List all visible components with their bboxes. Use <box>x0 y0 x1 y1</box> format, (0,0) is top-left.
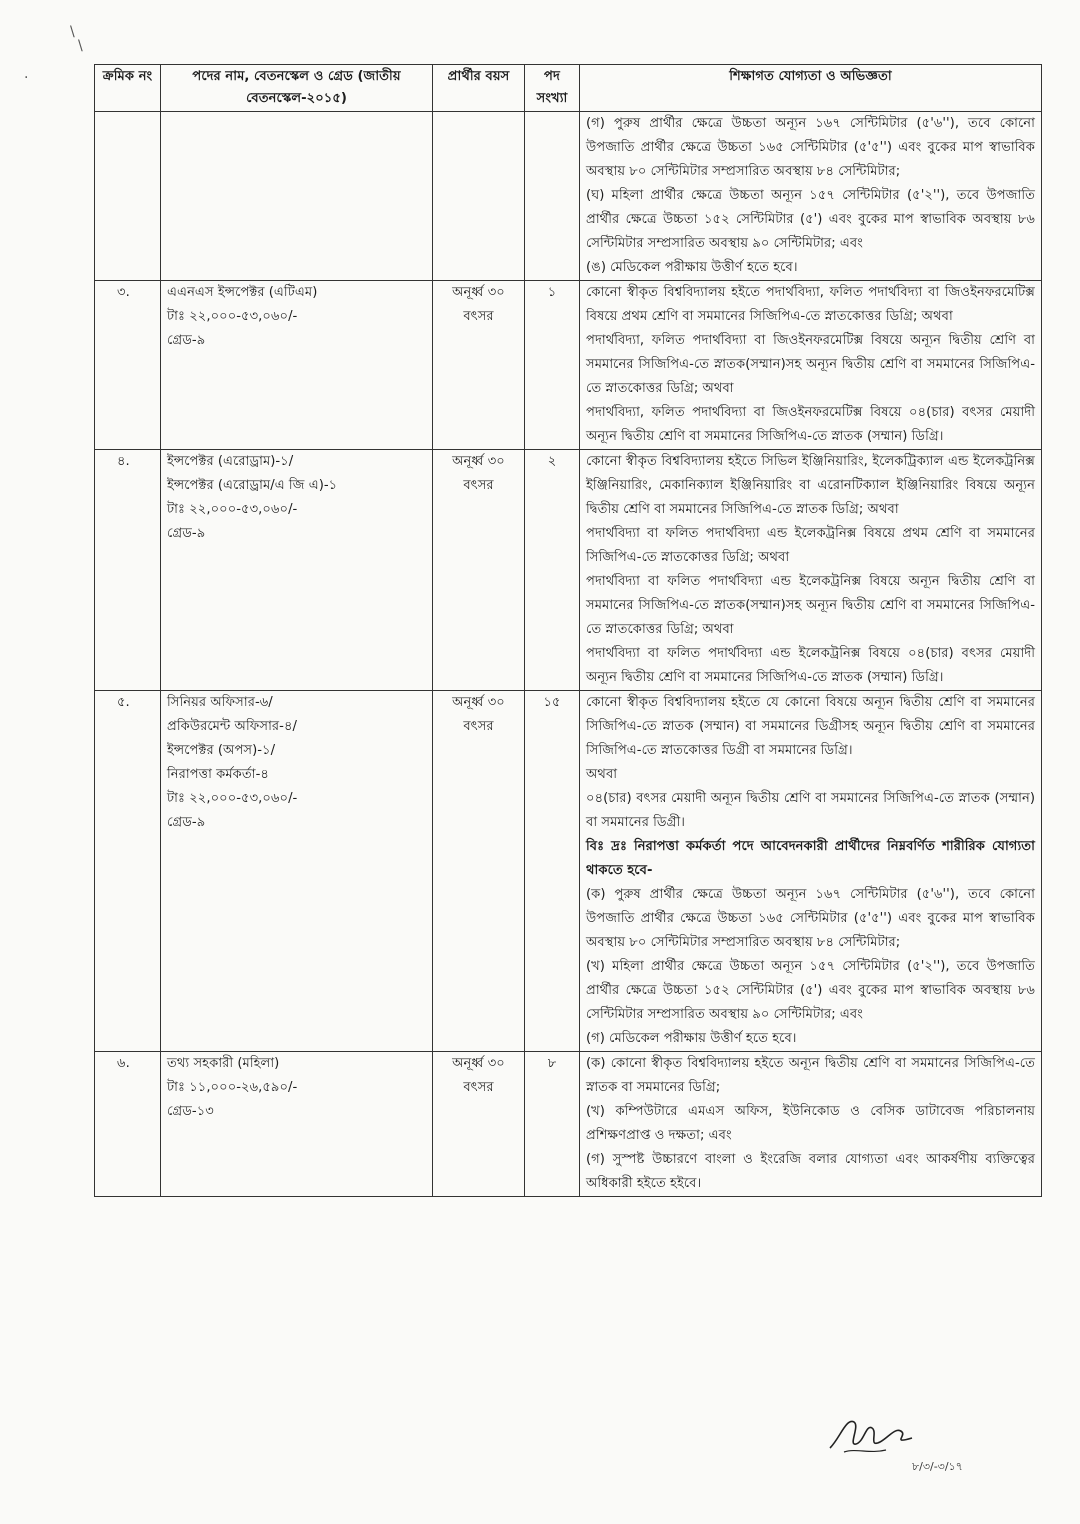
qualification-paragraph: পদার্থবিদ্যা, ফলিত পদার্থবিদ্যা বা জিওইনফরমেটিক্স বিষয়ে অন্যূন দ্বিতীয় শ্রেণি বা সমমানের সিজিপিএ-তে স্নাতক(সম্মান)সহ অন্যূন দ্বিতীয় শ্রেণি বা সমমানের সিজিপিএ-তে স্নাতকোত্তর ডিগ্রি; অথবা <box>586 333 1035 396</box>
post-line: টাঃ ২২,০০০-৫৩,০৬০/- <box>167 791 298 806</box>
post-line: টাঃ ২২,০০০-৫৩,০৬০/- <box>167 309 298 324</box>
note-paragraph: বিঃ দ্রঃ নিরাপত্তা কর্মকর্তা পদে আবেদনকারী প্রার্থীদের নিম্নবর্ণিত শারীরিক যোগ্যতা থাকতে হবে- <box>586 839 1035 878</box>
qualification-paragraph: অথবা <box>586 767 618 782</box>
qualification-cell <box>580 691 1042 1052</box>
qualification-paragraph: পদার্থবিদ্যা বা ফলিত পদার্থবিদ্যা এন্ড ইলেকট্রনিক্স বিষয়ে প্রথম শ্রেণি বা সমমানের সিজিপিএ-তে স্নাতকোত্তর ডিগ্রি; অথবা <box>586 526 1035 565</box>
post-line: এএনএস ইন্সপেক্টর (এটিএম) <box>167 285 318 300</box>
post-cell <box>161 450 433 691</box>
qualification-paragraph: পদার্থবিদ্যা বা ফলিত পদার্থবিদ্যা এন্ড ইলেকট্রনিক্স বিষয়ে ০৪(চার) বৎসর মেয়াদী অন্যূন দ্বিতীয় শ্রেণি বা সমমানের সিজিপিএ-তে স্নাতক (সম্মান) ডিগ্রি। <box>586 646 1035 685</box>
qualification-cell <box>580 1052 1042 1197</box>
header-count: পদ সংখ্যা <box>525 65 580 112</box>
continuation-qualification <box>580 112 1042 281</box>
serial-cell: ৬. <box>95 1052 161 1197</box>
serial-cell: ৪. <box>95 450 161 691</box>
age-cell: অনূর্ধ্ব ৩০ বৎসর <box>433 1052 525 1197</box>
memo-number: ৮/৩/-৩/১৭ <box>912 1460 963 1473</box>
scan-speck: \ <box>78 38 83 54</box>
post-line: সিনিয়র অফিসার-৬/ <box>167 695 273 710</box>
table-header-row <box>95 65 1042 112</box>
qualification-paragraph: (গ) সুস্পষ্ট উচ্চারণে বাংলা ও ইংরেজি বলার যোগ্যতা এবং আকর্ষণীয় ব্যক্তিত্বের অধিকারী হইতে হইবে। <box>586 1152 1035 1191</box>
post-line: গ্রেড-৯ <box>167 333 206 348</box>
post-cell <box>161 1052 433 1197</box>
qualification-paragraph: (খ) মহিলা প্রার্থীর ক্ষেত্রে উচ্চতা অন্যূন ১৫৭ সেন্টিমিটার (৫'২''), তবে উপজাতি প্রার্থীর ক্ষেত্রে উচ্চতা ১৫২ সেন্টিমিটার (৫') এবং বুকের মাপ স্বাভাবিক অবস্থায় ৮৬ সেন্টিমিটার সম্প্রসারিত অবস্থায় ৯০ সেন্টিমিটার; এবং <box>586 959 1035 1022</box>
age-cell: অনূর্ধ্ব ৩০ বৎসর <box>433 691 525 1052</box>
table-row <box>95 281 1042 450</box>
serial-cell: ৫. <box>95 691 161 1052</box>
qualification-paragraph: পদার্থবিদ্যা বা ফলিত পদার্থবিদ্যা এন্ড ইলেকট্রনিক্স বিষয়ে অন্যূন দ্বিতীয় শ্রেণি বা সমমানের সিজিপিএ-তে স্নাতক(সম্মান)সহ অন্যূন দ্বিতীয় শ্রেণি বা সমমানের সিজিপিএ-তে স্নাতকোত্তর ডিগ্রি; অথবা <box>586 574 1035 637</box>
post-line: তথ্য সহকারী (মহিলা) <box>167 1056 280 1071</box>
qualification-paragraph: (খ) কম্পিউটারে এমএস অফিস, ইউনিকোড ও বেসিক ডাটাবেজ পরিচালনায় প্রশিক্ষণপ্রাপ্ত ও দক্ষতা; এবং <box>586 1104 1035 1143</box>
post-line: ইন্সপেক্টর (এরোড্রাম/এ জি এ)-১ <box>167 478 338 493</box>
qualification-paragraph: ০৪(চার) বৎসর মেয়াদী অন্যূন দ্বিতীয় শ্রেণি বা সমমানের সিজিপিএ-তে স্নাতক (সম্মান) বা সমমানের ডিগ্রী। <box>586 791 1035 830</box>
header-age: প্রার্থীর বয়স <box>433 65 525 112</box>
table-row <box>95 1052 1042 1197</box>
count-cell: ১৫ <box>525 691 580 1052</box>
recruitment-table <box>94 64 1042 1197</box>
qualification-paragraph: (ঘ) মহিলা প্রার্থীর ক্ষেত্রে উচ্চতা অন্যূন ১৫৭ সেন্টিমিটার (৫'২''), তবে উপজাতি প্রার্থীর ক্ষেত্রে উচ্চতা ১৫২ সেন্টিমিটার (৫') এবং বুকের মাপ স্বাভাবিক অবস্থায় ৮৬ সেন্টিমিটার সম্প্রসারিত অবস্থায় ৯০ সেন্টিমিটার; এবং <box>586 188 1035 251</box>
count-cell: ৮ <box>525 1052 580 1197</box>
post-line: টাঃ ২২,০০০-৫৩,০৬০/- <box>167 502 298 517</box>
continuation-row <box>95 112 1042 281</box>
qualification-paragraph: কোনো স্বীকৃত বিশ্ববিদ্যালয় হইতে সিভিল ইঞ্জিনিয়ারিং, ইলেকট্রিক্যাল এন্ড ইলেকট্রনিক্স ইঞ্জিনিয়ারিং, মেকানিক্যাল ইঞ্জিনিয়ারিং বা এরোনটিক্যাল ইঞ্জিনিয়ারিং বিষয়ে অন্যূন দ্বিতীয় শ্রেণি বা সমমানের সিজিপিএ-তে স্নাতক ডিগ্রি; অথবা <box>586 454 1035 517</box>
count-cell: ১ <box>525 281 580 450</box>
qualification-paragraph: (ক) কোনো স্বীকৃত বিশ্ববিদ্যালয় হইতে অন্যূন দ্বিতীয় শ্রেণি বা সমমানের সিজিপিএ-তে স্নাতক বা সমমানের ডিগ্রি; <box>586 1056 1035 1095</box>
post-cell <box>161 691 433 1052</box>
post-line: ইন্সপেক্টর (অপস)-১/ <box>167 743 276 758</box>
qualification-paragraph: (ক) পুরুষ প্রার্থীর ক্ষেত্রে উচ্চতা অন্যূন ১৬৭ সেন্টিমিটার (৫'৬''), তবে কোনো উপজাতি প্রার্থীর ক্ষেত্রে উচ্চতা ১৬৫ সেন্টিমিটার (৫'৫'') এবং বুকের মাপ স্বাভাবিক অবস্থায় ৮০ সেন্টিমিটার সম্প্রসারিত অবস্থায় ৮৪ সেন্টিমিটার; <box>586 887 1035 950</box>
header-serial: ক্রমিক নং <box>95 65 161 112</box>
table-row <box>95 691 1042 1052</box>
post-line: নিরাপত্তা কর্মকর্তা-৪ <box>167 767 269 782</box>
serial-cell: ৩. <box>95 281 161 450</box>
post-line: ইন্সপেক্টর (এরোড্রাম)-১/ <box>167 454 294 469</box>
qualification-cell <box>580 281 1042 450</box>
qualification-paragraph: কোনো স্বীকৃত বিশ্ববিদ্যালয় হইতে পদার্থবিদ্যা, ফলিত পদার্থবিদ্যা বা জিওইনফরমেটিক্স বিষয়ে প্রথম শ্রেণি বা সমমানের সিজিপিএ-তে স্নাতকোত্তর ডিগ্রি; অথবা <box>586 285 1035 324</box>
post-line: প্রকিউরমেন্ট অফিসার-৪/ <box>167 719 297 734</box>
post-line: গ্রেড-৯ <box>167 815 206 830</box>
signature-icon <box>826 1408 916 1462</box>
table-row <box>95 450 1042 691</box>
age-cell: অনূর্ধ্ব ৩০ বৎসর <box>433 450 525 691</box>
age-cell: অনূর্ধ্ব ৩০ বৎসর <box>433 281 525 450</box>
qualification-paragraph: (ঙ) মেডিকেল পরীক্ষায় উত্তীর্ণ হতে হবে। <box>586 260 798 275</box>
count-cell: ২ <box>525 450 580 691</box>
scan-speck: \ <box>70 24 75 40</box>
post-line: গ্রেড-১৩ <box>167 1104 214 1119</box>
qualification-paragraph: (গ) মেডিকেল পরীক্ষায় উত্তীর্ণ হতে হবে। <box>586 1031 797 1046</box>
header-post: পদের নাম, বেতনস্কেল ও গ্রেড (জাতীয় বেতনস্কেল-২০১৫) <box>161 65 433 112</box>
qualification-paragraph: (গ) পুরুষ প্রার্থীর ক্ষেত্রে উচ্চতা অন্যূন ১৬৭ সেন্টিমিটার (৫'৬''), তবে কোনো উপজাতি প্রার্থীর ক্ষেত্রে উচ্চতা ১৬৫ সেন্টিমিটার (৫'৫'') এবং বুকের মাপ স্বাভাবিক অবস্থায় ৮০ সেন্টিমিটার সম্প্রসারিত অবস্থায় ৮৪ সেন্টিমিটার; <box>586 116 1035 179</box>
qualification-cell <box>580 450 1042 691</box>
header-qualification: শিক্ষাগত যোগ্যতা ও অভিজ্ঞতা <box>580 65 1042 112</box>
post-cell <box>161 281 433 450</box>
qualification-paragraph: কোনো স্বীকৃত বিশ্ববিদ্যালয় হইতে যে কোনো বিষয়ে অন্যূন দ্বিতীয় শ্রেণি বা সমমানের সিজিপিএ-তে স্নাতক (সম্মান) বা সমমানের ডিগ্রীসহ অন্যূন দ্বিতীয় শ্রেণি বা সমমানের সিজিপিএ-তে স্নাতকোত্তর ডিগ্রী বা সমমানের ডিগ্রি। <box>586 695 1035 758</box>
post-line: টাঃ ১১,০০০-২৬,৫৯০/- <box>167 1080 298 1095</box>
post-line: গ্রেড-৯ <box>167 526 206 541</box>
qualification-paragraph: পদার্থবিদ্যা, ফলিত পদার্থবিদ্যা বা জিওইনফরমেটিক্স বিষয়ে ০৪(চার) বৎসর মেয়াদী অন্যূন দ্বিতীয় শ্রেণি বা সমমানের সিজিপিএ-তে স্নাতক (সম্মান) ডিগ্রি। <box>586 405 1035 444</box>
scan-speck: · <box>24 70 29 86</box>
